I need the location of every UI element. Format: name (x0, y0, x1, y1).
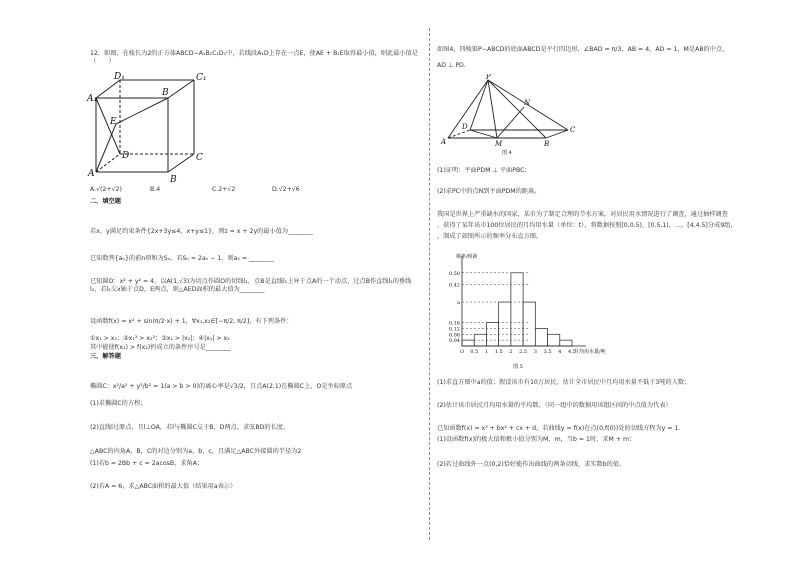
q20-part1: (1)求直方图中a的值；假设该市有10万居民，估计全市居民中月均用水量不低于3吨的人数； (437, 379, 691, 386)
q21-text-c: (2)若过曲线外一点(0,2)恰好能作出曲线的两条切线，求实数b的值。 (437, 461, 626, 468)
label-d1: D₁ (114, 72, 125, 82)
label-a1: A₁ (87, 94, 98, 104)
y-tick-label: 0.12 (448, 326, 460, 333)
label-p: P (486, 74, 491, 81)
x-tick-label: 1.5 (494, 349, 503, 355)
histogram-bar (548, 334, 560, 346)
q18-text-c: (2)若A = 6，求△ABC面积的最大值（结果用a表示） (90, 483, 237, 490)
q18-text-b: (1)若b = 2Bb + c = 2acosB，求角A； (90, 460, 204, 467)
q20-part2: (2)估计该市居民月均用水量的平均数。（同一组中的数据用该组区间的中点值为代表） (437, 402, 672, 409)
y-tick-label: 0.16 (448, 320, 460, 327)
histogram-bar (523, 302, 535, 346)
histogram-bar (499, 302, 511, 346)
q15-text: 已知圆O：x² + y² = 4，以A(1,√3)为切点作圆O的切线l₁，点B是直线l₁上异于点A的一个动点，过点B作直线l₁的垂线l₂，若l₂交x轴于点D，E两点，则△AED面积的最大值为________ (90, 278, 412, 293)
label-c: C (196, 153, 203, 163)
y-axis-label: 频率/组距 (456, 254, 478, 260)
y-tick-label: 0.42 (448, 282, 460, 289)
label-a: A (88, 169, 95, 179)
label-pyr-d: D (462, 123, 468, 131)
column-divider (429, 28, 430, 540)
label-n: N (524, 99, 531, 107)
q19-text-b: AD ⊥ PD. (437, 62, 466, 69)
y-tick-label: 0.08 (448, 332, 460, 339)
x-tick-label: 2.5 (519, 349, 528, 355)
label-b: B (170, 175, 177, 184)
q16-text-a: 设函数f(x) = x² + sin(π/2·x) + 1，∀x₁,x₂∈[−π/2, π/2]，有下列条件： (90, 318, 293, 325)
section-fill-blank: 二、填空题 (90, 198, 121, 205)
q17-part2: (2)直线l过原点，且l⊥OA，若l与椭圆C交于B，D两点，求弦BD的长度。 (90, 424, 290, 431)
x-tick-label: 4 (558, 349, 562, 355)
histogram-bar (474, 334, 486, 346)
q12-option-d: D.√2+√6 (272, 186, 300, 193)
x-tick-label: 4.5 (568, 349, 576, 355)
fig5-caption: 图 5 (513, 364, 523, 370)
q17-text: 椭圆C：x²/a² + y²/b² = 1(a > b > 0)的离心率是√3/2，且点A(2,1)在椭圆C上，O是坐标原点 (90, 383, 353, 390)
label-b1: B (162, 88, 169, 98)
q12-option-b: B.4 (150, 186, 161, 193)
frequency-histogram (436, 250, 606, 374)
y-tick-label: 0.50 (448, 270, 460, 277)
q12-option-c: C.2+√2 (212, 186, 236, 193)
histogram-bar (560, 340, 572, 346)
q21-text-a: 已知函数f(x) = x³ + bx² + cx + d，若曲线y = f(x)在点(0,f(0))处的切线方程为y = 1. (437, 425, 681, 432)
label-pyr-a: A (441, 138, 447, 146)
q16-text-c: 其中能使f(x₁) > f(x₂)恒成立的条件序号是________ (90, 344, 231, 351)
section-answer: 三、解答题 (90, 353, 121, 360)
x-axis-label: 月均用水量/吨 (574, 349, 606, 355)
label-c1: C₁ (196, 73, 207, 83)
histogram-bar (511, 273, 523, 346)
fig4-caption: 图 4 (502, 150, 512, 156)
y-tick-label: 0.04 (448, 338, 460, 345)
pyramid-figure (440, 74, 580, 158)
q17-part1: (1)求椭圆C的方程； (90, 400, 147, 407)
label-pyr-c: C (570, 126, 576, 134)
label-pyr-m: M (495, 140, 503, 148)
cube-figure (86, 72, 216, 184)
q12-option-a: A.√(2+√2) (90, 186, 122, 193)
histogram-bar (486, 323, 498, 346)
x-tick-label: 1 (484, 349, 489, 355)
label-pyr-b: B (544, 140, 550, 148)
q13-text: 若x，y满足约束条件{2x+3y≤4，x+y≤1}，则z = x + 2y的最小值为________ (90, 228, 313, 235)
q19-text: 如图4，四棱锥P−ABCD的底面ABCD是平行四边形，∠BAD = π/3，AB = 4，AD = 1，M是AB的中点， (437, 46, 729, 53)
q12-text: 12．如图，在棱长为2的正方体ABCD−A₁B₁C₁D₁中，若线段A₁D上存在一点E，使AE + B₁E取得最小值，则此最小值是（ ） (90, 50, 418, 65)
label-d: D (122, 151, 130, 161)
q14-text: 已知数列{aₙ}的前n项和为Sₙ，若Sₙ = 2aₙ − 1，则a₅ = ________ (90, 255, 274, 262)
x-tick-label: 0.5 (470, 349, 479, 355)
label-e: E (110, 117, 117, 127)
q19-part1: (1)证明：平面PDM ⊥ 平面PBC； (437, 167, 531, 174)
x-tick-label: 3.5 (543, 349, 552, 355)
x-tick-label: 2 (509, 349, 513, 355)
y-tick-label: a (457, 300, 460, 307)
x-tick-label: O (459, 349, 465, 355)
q20-text-a: 我国是世界上严重缺水的国家，某市为了制定合理的节水方案，对居民用水情况进行了调查，通过抽样调查 (437, 211, 728, 218)
q21-text-b: (1)设函数f(x)的极大值和极小值分别为M，m，当b = 1时，求M + m； (437, 436, 636, 443)
q18-text-a: △ABC的内角A，B，C的对边分别为a，b，c，且满足△ABC外接圆的半径为2 (90, 448, 302, 455)
q19-part2: (2)求PC中的点N到平面PDM的距离。 (437, 188, 541, 195)
q20-text-c: ，制成了如图所示的频率分布直方图。 (437, 233, 543, 240)
q16-text-b: ①x₁ > x₂；②x₁² > x₂²；③x₁ > |x₂|；④|x₁| > x₂ (90, 335, 230, 342)
q20-text-b: ，获得了某年该市100位居民的月均用水量（单位：t），将数据按照[0,0.5)，[0.5,1)，…，[4,4.5]分成9组， (437, 222, 737, 229)
histogram-bar (535, 328, 547, 346)
x-tick-label: 3 (533, 349, 537, 355)
histogram-bar (462, 340, 474, 346)
